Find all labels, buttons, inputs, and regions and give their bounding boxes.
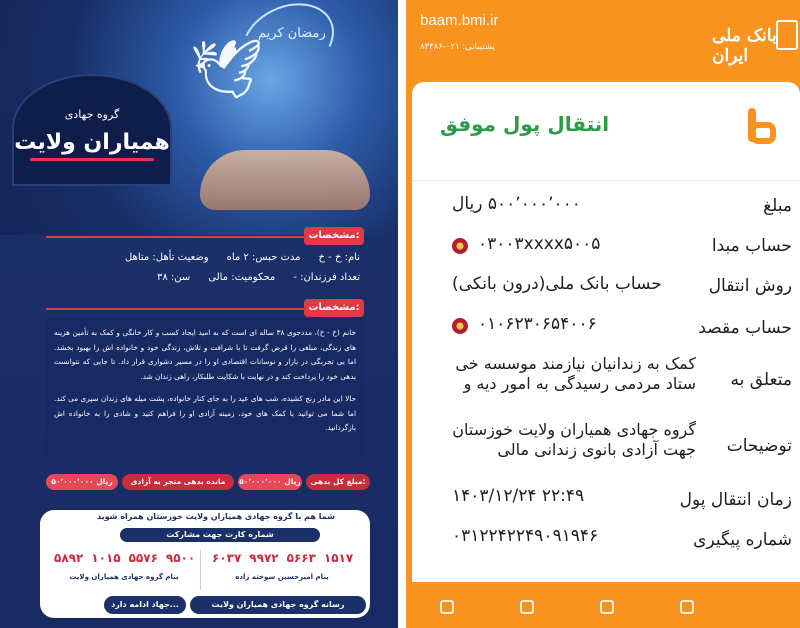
story-text [46, 318, 364, 458]
bale-logo-icon [748, 108, 778, 148]
total-debt-label: مبلغ کل بدهی: [306, 474, 370, 490]
praying-hands-image [200, 150, 370, 210]
remaining-debt-label: مانده بدهی منجر به آزادی [122, 474, 234, 490]
card-group: ۵۵۷۶ [128, 551, 158, 565]
bank-mini-icon [452, 238, 468, 254]
group-title: همیاران ولایت [14, 130, 170, 155]
remaining-debt-value: ۵۰٬۰۰۰٬۰۰۰ ریال [46, 474, 118, 490]
bank-emblem-icon [776, 20, 798, 50]
specs-row [50, 268, 360, 288]
description-label: توضیحات [726, 436, 792, 456]
site-url[interactable]: baam.bmi.ir [420, 12, 499, 29]
transfer-method-value: حساب بانک ملی(درون بانکی) [452, 274, 662, 294]
transfer-time-label: زمان انتقال پول [679, 490, 792, 510]
card-group: ۵۶۶۳ [286, 551, 316, 565]
share-icon[interactable] [440, 600, 454, 614]
spec-age: سن: ۳۸ [156, 272, 191, 283]
save-icon[interactable] [520, 600, 534, 614]
story-paragraph: حالا این مادر رنج کشیده، شب های عید را به جای کنار خانواده، پشت میله های زندان سپری می کند. اما شما می توانید با کمک های خود، زمینه آزادی او را فراهم کنید و شادی را به خانواده اش بازگردانید. [54, 394, 356, 432]
destination-account-label: حساب مقصد [698, 318, 792, 338]
copy-icon[interactable] [600, 600, 614, 614]
beneficiary-value: کمک به زندانیان نیازمند موسسه خی ستاد مردمی رسیدگی به امور دیه و [455, 354, 696, 393]
amount-value: ۵۰۰٬۰۰۰٬۰۰۰ ریال [452, 194, 581, 214]
card-share-label: شماره کارت جهت مشارکت [120, 528, 320, 542]
story-label: مشخصات: [304, 299, 364, 317]
transfer-time-value: ۱۴۰۳/۱۲/۲۴ ۲۲:۴۹ [452, 486, 585, 506]
source-account-label: حساب مبدا [711, 236, 792, 256]
spec-marital: وضعیت تأهل: متاهل [124, 252, 209, 263]
share-invite-text: شما هم با گروه جهادی همیاران ولایت خوزستان همراه شوید [97, 512, 335, 521]
card-group: ۹۵۰۰ [165, 551, 196, 565]
card-group: ۱۵۱۷ [323, 551, 354, 565]
total-debt-value: ۵۰٬۰۰۰٬۰۰۰ ریال [238, 474, 302, 490]
tracking-number-label: شماره پیگیری [693, 530, 792, 550]
card-group: ۵۸۹۲ [54, 551, 84, 565]
spec-sentence: مدت حبس: ۲ ماه [226, 252, 301, 263]
ramadan-calligraphy: رمضان کریم [258, 26, 326, 41]
bank-mini-icon [452, 318, 468, 334]
spec-conviction: محکومیت: مالی [208, 272, 276, 283]
tracking-number-value: ۰۳۱۲۲۴۲۲۴۹۰۹۱۹۴۶ [452, 526, 599, 546]
specs-table [50, 248, 360, 288]
home-icon[interactable] [680, 600, 694, 614]
amount-label: مبلغ [763, 196, 792, 216]
support-phone: پشتیبانی: ۰۲۱-۸۳۳۸۶ [420, 42, 495, 52]
transfer-success-title: انتقال پول موفق [440, 112, 610, 136]
destination-account-value: ۰۱۰۶۲۳۰۶۵۴۰۰۶ [478, 314, 597, 334]
specs-label: مشخصات: [304, 227, 364, 245]
jihad-continues-pill: جهاد ادامه دارد... [104, 596, 186, 614]
card-group: ۶۰۳۷ [212, 551, 242, 565]
source-account-value: ۰۳۰۰۳xxxx۵۰۰۵ [478, 234, 601, 254]
media-channel-pill: رسانه گروه جهادی همیاران ولایت [190, 596, 366, 614]
card-group: ۹۹۷۲ [249, 551, 279, 565]
card-group: ۱۰۱۵ [91, 551, 121, 565]
header-divider [412, 180, 800, 181]
beneficiary-label: متعلق به [730, 370, 792, 390]
card-owner-1: بنام امیرحسین سوخته زاده [235, 573, 329, 581]
donation-poster [0, 0, 398, 628]
card-number-2[interactable] [54, 551, 195, 571]
specs-row [50, 248, 360, 268]
dove-icon: 🕊 [190, 35, 264, 103]
card-divider [200, 550, 201, 590]
card-owner-2: بنام گروه جهادی همیاران ولایت [69, 573, 179, 581]
bank-melli-logo: بانک ملی ایران [712, 26, 777, 66]
transfer-method-label: روش انتقال [708, 276, 792, 296]
group-subtitle: گروه جهادی [64, 108, 120, 121]
card-number-1[interactable] [212, 551, 353, 571]
description-value: گروه جهادی همیاران ولایت خوزستان جهت آزادی بانوی زندانی مالی [452, 420, 696, 459]
spec-children: تعداد فرزندان: - [293, 272, 360, 283]
spec-name: نام: خ - خ [318, 252, 360, 263]
story-paragraph: خانم (خ - خ)، مددجوی ۳۸ ساله ای است که به امید ایجاد کسب و کار خانگی و کمک به تأمین هزینه های زندگی، مبلغی را قرض گرفت تا با شرافت و تلاش، زندگی خود و خانواده اش را بهبود بخشد. اما بی تجربگی در بازار و نوسانات اقتصادی او را در مسیر دشواری قرار داد. تا جایی که نتوانست بدهی خود را پرداخت کند و در نهایت با شکایت طلبکار، راهی زندان شد. [54, 328, 356, 381]
title-underline [30, 158, 154, 161]
